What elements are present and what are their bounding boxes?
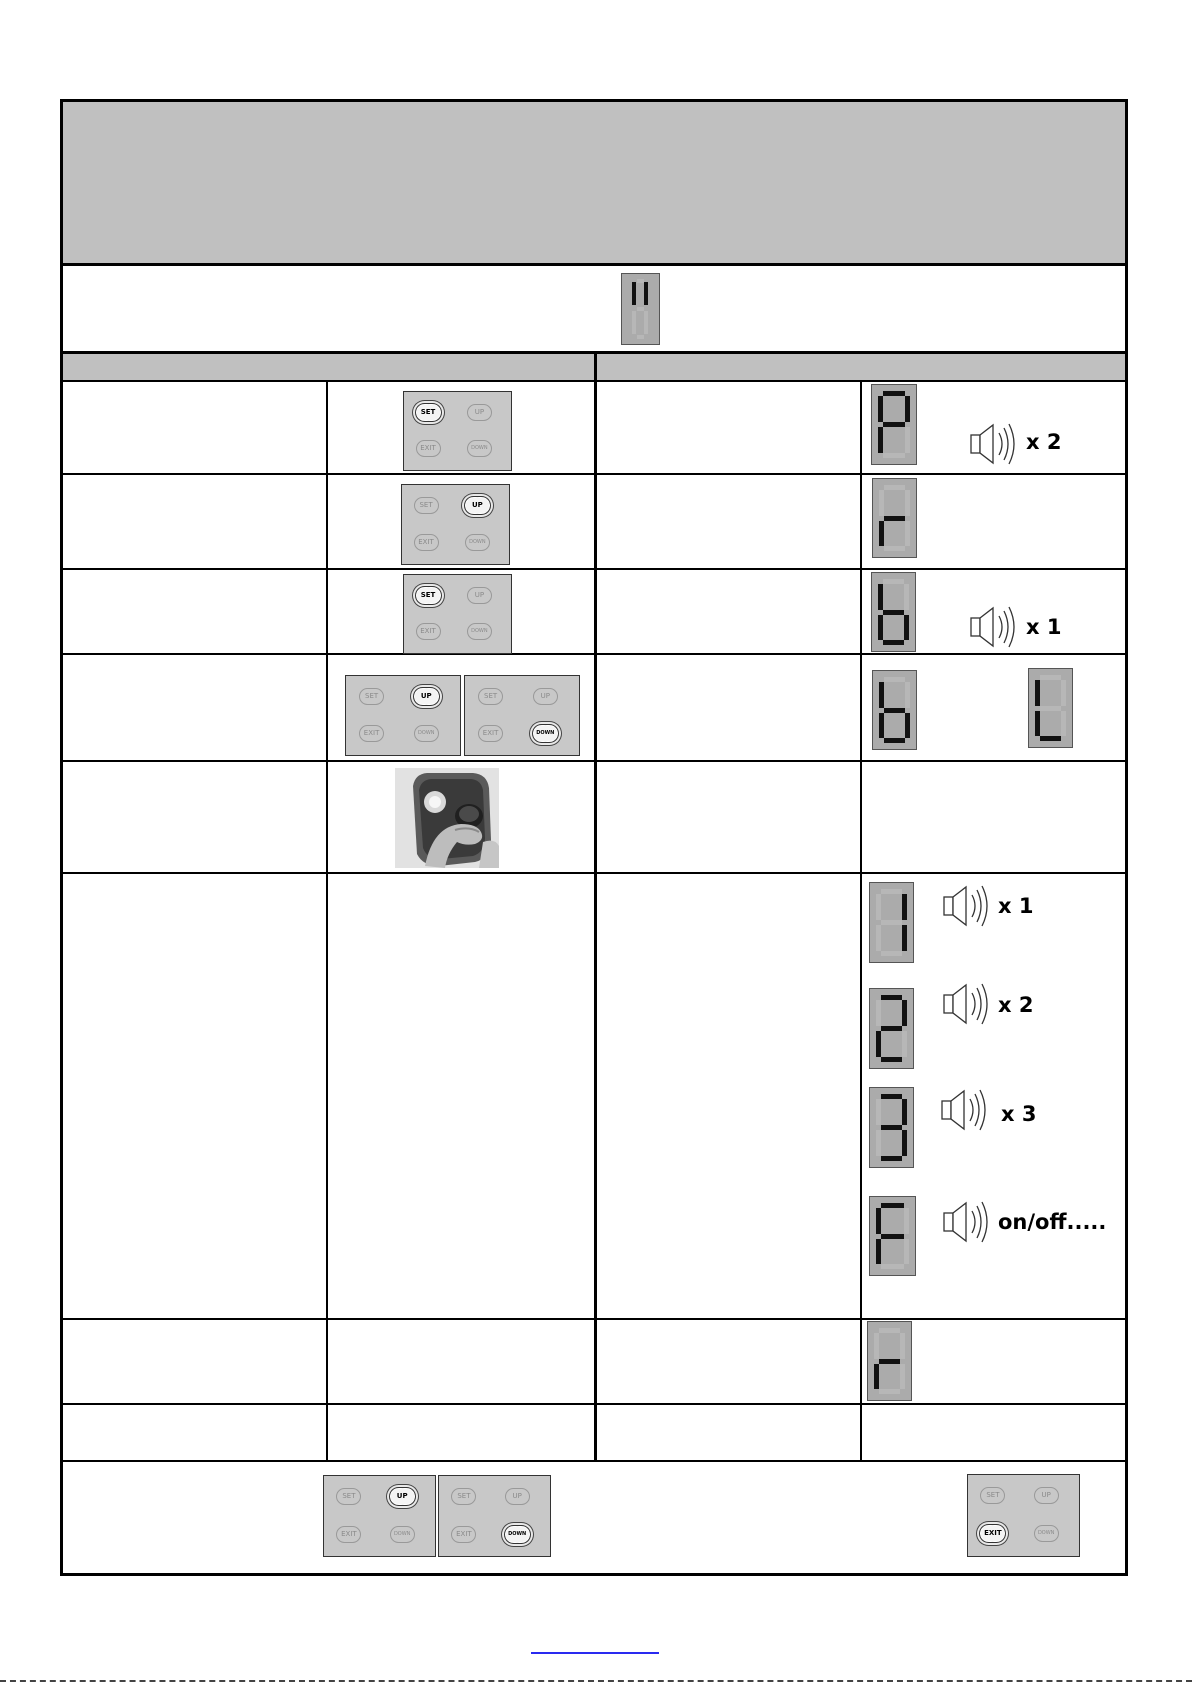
segment-f	[874, 1333, 879, 1359]
segment-a	[883, 579, 904, 584]
segment-g	[884, 516, 905, 521]
segment-g	[881, 1026, 902, 1031]
segment-e	[876, 1031, 881, 1057]
display-3	[869, 1087, 914, 1168]
segment-a	[881, 1094, 902, 1099]
display-b	[872, 670, 917, 750]
segment-b	[902, 894, 907, 920]
speaker-icon	[940, 1088, 994, 1134]
footer-link-underline[interactable]	[531, 1652, 659, 1654]
down-key: DOWN	[467, 623, 492, 640]
segment-d	[883, 640, 904, 645]
segment-a	[883, 391, 905, 396]
speaker-icon	[969, 605, 1023, 651]
segment-b	[1061, 680, 1066, 706]
segment-f	[878, 584, 883, 610]
segment-f	[632, 282, 636, 305]
segment-f	[876, 1099, 881, 1125]
segment-d	[1040, 736, 1061, 741]
set-key: SET	[980, 1487, 1005, 1504]
keypad-up-pressed	[323, 1475, 436, 1557]
segment-b	[904, 1208, 909, 1234]
segment-g	[881, 920, 902, 925]
segment-e	[874, 1364, 879, 1390]
segment-f	[876, 894, 881, 920]
segment-e	[632, 311, 636, 334]
segment-a	[884, 677, 905, 682]
segment-c	[905, 427, 910, 453]
segment-d	[884, 546, 905, 551]
segment-a	[881, 889, 902, 894]
segment-e	[878, 615, 883, 641]
display-r	[867, 1321, 912, 1401]
segment-b	[900, 1333, 905, 1359]
exit-key: EXIT	[451, 1526, 476, 1543]
segment-f	[876, 1208, 881, 1234]
segment-g	[881, 1234, 904, 1239]
page-edge	[0, 1680, 1192, 1682]
speaker-icon	[942, 1200, 996, 1246]
exit-key: EXIT	[414, 534, 439, 551]
segment-g	[883, 610, 904, 615]
set-key: SET	[416, 587, 441, 604]
speaker-icon	[969, 422, 1023, 468]
up-key: UP	[1034, 1487, 1059, 1504]
segment-c	[902, 1031, 907, 1057]
segment-g	[883, 422, 905, 427]
set-key: SET	[478, 688, 503, 705]
up-key: UP	[465, 497, 490, 514]
down-key: DOWN	[467, 440, 492, 457]
beep-status: on/off.....	[998, 1210, 1107, 1234]
segment-a	[884, 485, 905, 490]
column-divider	[594, 351, 597, 1461]
row-divider	[60, 263, 1128, 266]
segment-e	[876, 925, 881, 951]
down-key: DOWN	[390, 1526, 415, 1543]
segment-c	[902, 1130, 907, 1156]
keypad-up-pressed	[401, 484, 510, 565]
display-p	[871, 384, 917, 465]
segment-f	[878, 396, 883, 422]
speaker-icon	[942, 884, 996, 930]
segment-d	[883, 453, 905, 458]
segment-d	[879, 1389, 900, 1394]
segment-e	[876, 1239, 881, 1265]
up-key: UP	[467, 587, 492, 604]
segment-e	[878, 427, 883, 453]
segment-g	[879, 1359, 900, 1364]
segment-e	[1035, 711, 1040, 737]
segment-f	[876, 1000, 881, 1026]
down-key: DOWN	[505, 1526, 530, 1543]
segment-b	[905, 682, 910, 708]
segment-d	[884, 738, 905, 743]
exit-key: EXIT	[336, 1526, 361, 1543]
beep-count: x 1	[1026, 615, 1062, 639]
segment-a	[881, 1203, 904, 1208]
segment-d	[637, 335, 644, 339]
segment-c	[904, 1239, 909, 1265]
segment-b	[902, 1099, 907, 1125]
exit-key: EXIT	[359, 725, 384, 742]
segment-c	[900, 1364, 905, 1390]
display-f	[869, 1196, 916, 1276]
segment-d	[881, 951, 902, 956]
set-key: SET	[414, 497, 439, 514]
segment-d	[881, 1156, 902, 1161]
beep-count: x 3	[1001, 1102, 1037, 1126]
beep-count: x 2	[1026, 430, 1062, 454]
up-key: UP	[467, 404, 492, 421]
beep-count: x 1	[998, 894, 1034, 918]
segment-a	[881, 995, 902, 1000]
segment-b	[644, 282, 648, 305]
keypad-exit-pressed	[967, 1474, 1080, 1557]
up-key: UP	[414, 688, 439, 705]
set-key: SET	[451, 1488, 476, 1505]
display-1	[869, 882, 914, 963]
exit-key: EXIT	[478, 725, 503, 742]
segment-e	[876, 1130, 881, 1156]
segment-a	[1040, 675, 1061, 680]
segment-c	[905, 713, 910, 739]
segment-g	[1040, 706, 1061, 711]
down-key: DOWN	[414, 725, 439, 742]
segment-b	[905, 490, 910, 516]
down-key: DOWN	[1034, 1525, 1059, 1542]
segment-c	[902, 925, 907, 951]
speaker-icon	[942, 982, 996, 1028]
segment-c	[1061, 711, 1066, 737]
keypad-set-pressed	[403, 391, 512, 471]
segment-f	[1035, 680, 1040, 706]
display-2	[869, 988, 914, 1069]
segment-c	[644, 311, 648, 334]
segment-e	[879, 521, 884, 547]
exit-key: EXIT	[416, 623, 441, 640]
segment-a	[637, 279, 644, 283]
up-key: UP	[505, 1488, 530, 1505]
down-key: DOWN	[465, 534, 490, 551]
set-key: SET	[416, 404, 441, 421]
display-b	[871, 572, 916, 652]
set-key: SET	[359, 688, 384, 705]
beep-count: x 2	[998, 993, 1034, 1017]
segment-f	[879, 682, 884, 708]
segment-b	[904, 584, 909, 610]
up-key: UP	[533, 688, 558, 705]
segment-e	[879, 713, 884, 739]
segment-g	[637, 307, 644, 311]
segment-c	[905, 521, 910, 547]
display-l	[1028, 668, 1073, 748]
segment-a	[879, 1328, 900, 1333]
segment-g	[881, 1125, 902, 1130]
segment-f	[879, 490, 884, 516]
up-key: UP	[390, 1488, 415, 1505]
segment-g	[884, 708, 905, 713]
keypad-down-pressed	[438, 1475, 551, 1557]
segment-b	[905, 396, 910, 422]
column-divider	[326, 380, 328, 1461]
set-key: SET	[336, 1488, 361, 1505]
keypad-down-pressed	[464, 675, 580, 756]
down-key: DOWN	[533, 725, 558, 742]
exit-key: EXIT	[980, 1525, 1005, 1542]
segment-d	[881, 1264, 904, 1269]
segment-d	[881, 1057, 902, 1062]
keypad-set-pressed	[403, 574, 512, 654]
remote-control-photo	[395, 768, 499, 868]
display-r	[872, 478, 917, 558]
segment-c	[904, 615, 909, 641]
keypad-up-pressed	[345, 675, 461, 756]
column-divider	[860, 380, 862, 1461]
mode-display	[621, 273, 660, 345]
exit-key: EXIT	[416, 440, 441, 457]
segment-b	[902, 1000, 907, 1026]
